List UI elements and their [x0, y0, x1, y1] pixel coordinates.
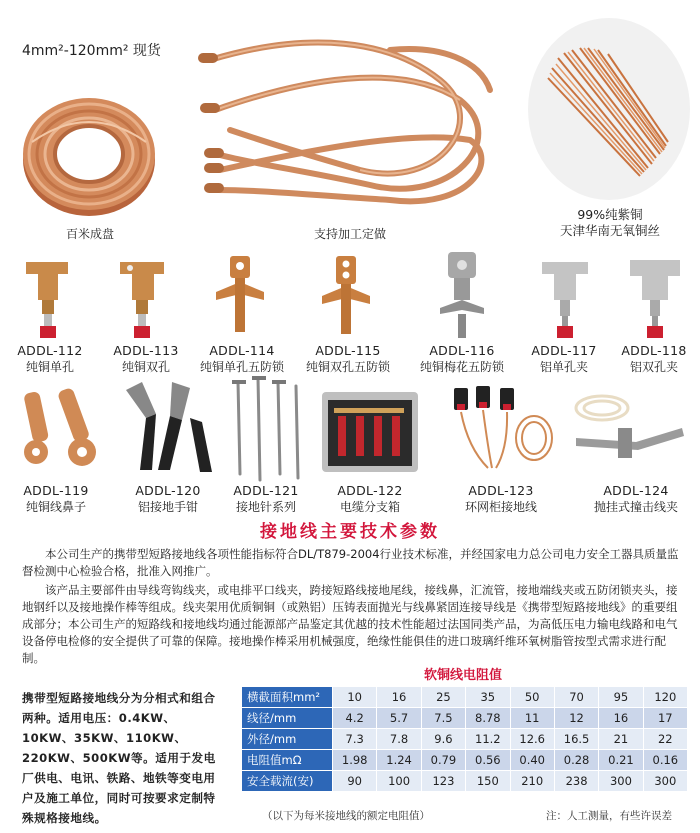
clamp-plum-lock-image	[432, 248, 492, 342]
product-code-114: ADDL-114	[209, 343, 275, 358]
table-cell: 120	[643, 687, 687, 708]
table-cell: 9.6	[421, 729, 465, 750]
table-cell: 0.40	[510, 750, 554, 771]
table-title: 软铜线电阻值	[424, 668, 503, 683]
clamp-double-lock-image	[316, 252, 376, 342]
copper-strands-frame	[528, 18, 690, 200]
product-name-124: 抛挂式撞击线夹	[593, 500, 678, 514]
row-header: 横截面积mm²	[242, 687, 333, 708]
table-cell: 0.56	[466, 750, 510, 771]
row-header: 电阻值mΩ	[242, 750, 333, 771]
product-code-122: ADDL-122	[337, 483, 403, 498]
table-cell: 1.24	[377, 750, 421, 771]
product-code-119: ADDL-119	[23, 483, 89, 498]
table-cell: 7.5	[421, 708, 465, 729]
table-cell: 21	[599, 729, 643, 750]
custom-caption: 支持加工定做	[313, 227, 386, 241]
ground-wire-leads-image	[190, 20, 510, 220]
product-name-114: 纯铜单孔五防锁	[199, 360, 284, 374]
table-cell: 7.3	[333, 729, 377, 750]
product-code-120: ADDL-120	[135, 483, 201, 498]
product-name-118: 铝双孔夹	[629, 360, 678, 374]
table-cell: 238	[554, 771, 598, 792]
section-title: 接地线主要技术参数	[260, 522, 440, 542]
table-cell: 1.98	[333, 750, 377, 771]
resistance-table	[241, 686, 688, 792]
product-name-116: 纯铜梅花五防锁	[419, 360, 504, 374]
product-usage-note: 携带型短路接地线分为分相式和组合两种。适用电压：0.4KW、10KW、35KW、110KW、220KW、500KW等。适用于发电厂供电、电讯、铁路、地铁等变电用户及施工单位，同时可按要求定制特殊规格接地线。	[22, 691, 216, 825]
table-row	[242, 687, 688, 708]
product-name-113: 纯铜双孔	[121, 360, 170, 374]
table-cell: 11.2	[466, 729, 510, 750]
clamp-single-lock-image	[210, 252, 270, 342]
copper-coil-image	[14, 62, 164, 222]
table-cell: 70	[554, 687, 598, 708]
table-footnote-left: （以下为每米接地线的额定电阻值）	[262, 810, 430, 822]
table-cell: 100	[377, 771, 421, 792]
row-header: 安全载流(安)	[242, 771, 333, 792]
table-cell: 16	[599, 708, 643, 729]
table-cell: 0.16	[643, 750, 687, 771]
table-cell: 4.2	[333, 708, 377, 729]
product-name-119: 纯铜线鼻子	[25, 500, 86, 514]
table-cell: 8.78	[466, 708, 510, 729]
table-cell: 50	[510, 687, 554, 708]
product-name-121: 接地针系列	[235, 500, 296, 514]
table-cell: 0.21	[599, 750, 643, 771]
table-cell: 11	[510, 708, 554, 729]
table-cell: 7.8	[377, 729, 421, 750]
table-cell: 16.5	[554, 729, 598, 750]
table-cell: 35	[466, 687, 510, 708]
product-code-118: ADDL-118	[621, 343, 687, 358]
table-cell: 123	[421, 771, 465, 792]
copper-source-text: 天津华南无氧铜丝	[559, 223, 660, 238]
product-code-121: ADDL-121	[233, 483, 299, 498]
product-code-112: ADDL-112	[17, 343, 83, 358]
table-row	[242, 750, 688, 771]
components-paragraph: 该产品主要部件由导线弯钩线夹，或电排平口线夹，跨接短路线接地尾线，接线鼻，汇流管，接地端线夹或五防闭锁夹头，接地钢纤以及接地操作棒等组成。线夹架用优质铜铜（或熟铝）压铸表面抛光与线鼻紧固连接导线是《携带型短路接地线》的重要组成部分；本公司生产的短路线和接地线均通过能源部产品鉴定其优越的技术性能超过法国同类产品，为高低压电力输电线路和电气设备停电检修的安全提供了可靠的保障。接地操作棒采用机械强度，绝缘性能俱佳的进口玻璃纤维环氧树脂管按型式需求进行配制。	[22, 583, 678, 665]
intro-paragraph: 本公司生产的携带型短路接地线各项性能指标符合DL/T879-2004行业技术标准，并经国家电力总公司电力安全工器具质量监督检测中心检验合格，批准入网推广。	[22, 547, 679, 578]
table-cell: 17	[643, 708, 687, 729]
table-cell: 90	[333, 771, 377, 792]
table-cell: 95	[599, 687, 643, 708]
table-cell: 300	[599, 771, 643, 792]
product-name-115: 纯铜双孔五防锁	[305, 360, 390, 374]
copper-purity-text: 99%纯紫铜	[577, 207, 643, 222]
cable-branch-box-image	[318, 382, 422, 478]
aluminium-double-clamp-image	[622, 252, 688, 342]
product-name-120: 铝接地手钳	[137, 500, 198, 514]
throw-hang-clamp-image	[566, 388, 692, 478]
table-row	[242, 771, 688, 792]
product-code-116: ADDL-116	[429, 343, 495, 358]
table-cell: 22	[643, 729, 687, 750]
product-name-123: 环网柜接地线	[464, 500, 537, 514]
spec-range-text: 4mm²-120mm² 现货	[22, 43, 161, 59]
clamp-single-hole-image	[18, 252, 80, 342]
copper-strands-image	[528, 18, 690, 200]
product-code-115: ADDL-115	[315, 343, 381, 358]
product-code-124: ADDL-124	[603, 483, 669, 498]
table-footnote-right: 注：人工测量，有些许误差	[546, 810, 672, 822]
copper-lug-image	[10, 386, 110, 478]
grounding-pliers-image	[112, 378, 222, 478]
ring-main-unit-grounding-image	[448, 378, 558, 482]
product-name-117: 铝单孔夹	[539, 360, 588, 374]
table-cell: 210	[510, 771, 554, 792]
product-name-122: 电缆分支箱	[339, 500, 400, 514]
row-header: 外径/mm	[242, 729, 333, 750]
table-cell: 12.6	[510, 729, 554, 750]
product-code-117: ADDL-117	[531, 343, 597, 358]
table-cell: 150	[466, 771, 510, 792]
grounding-pins-image	[226, 374, 306, 484]
table-cell: 5.7	[377, 708, 421, 729]
product-name-112: 纯铜单孔	[25, 360, 74, 374]
table-cell: 16	[377, 687, 421, 708]
table-cell: 0.79	[421, 750, 465, 771]
table-cell: 0.28	[554, 750, 598, 771]
coil-caption: 百米成盘	[65, 227, 114, 241]
table-cell: 12	[554, 708, 598, 729]
clamp-double-hole-image	[112, 252, 174, 342]
row-header: 线径/mm	[242, 708, 333, 729]
aluminium-single-clamp-image	[532, 252, 598, 342]
table-cell: 25	[421, 687, 465, 708]
table-row	[242, 708, 688, 729]
product-code-113: ADDL-113	[113, 343, 179, 358]
product-code-123: ADDL-123	[468, 483, 534, 498]
table-cell: 10	[333, 687, 377, 708]
table-row	[242, 729, 688, 750]
table-cell: 300	[643, 771, 687, 792]
